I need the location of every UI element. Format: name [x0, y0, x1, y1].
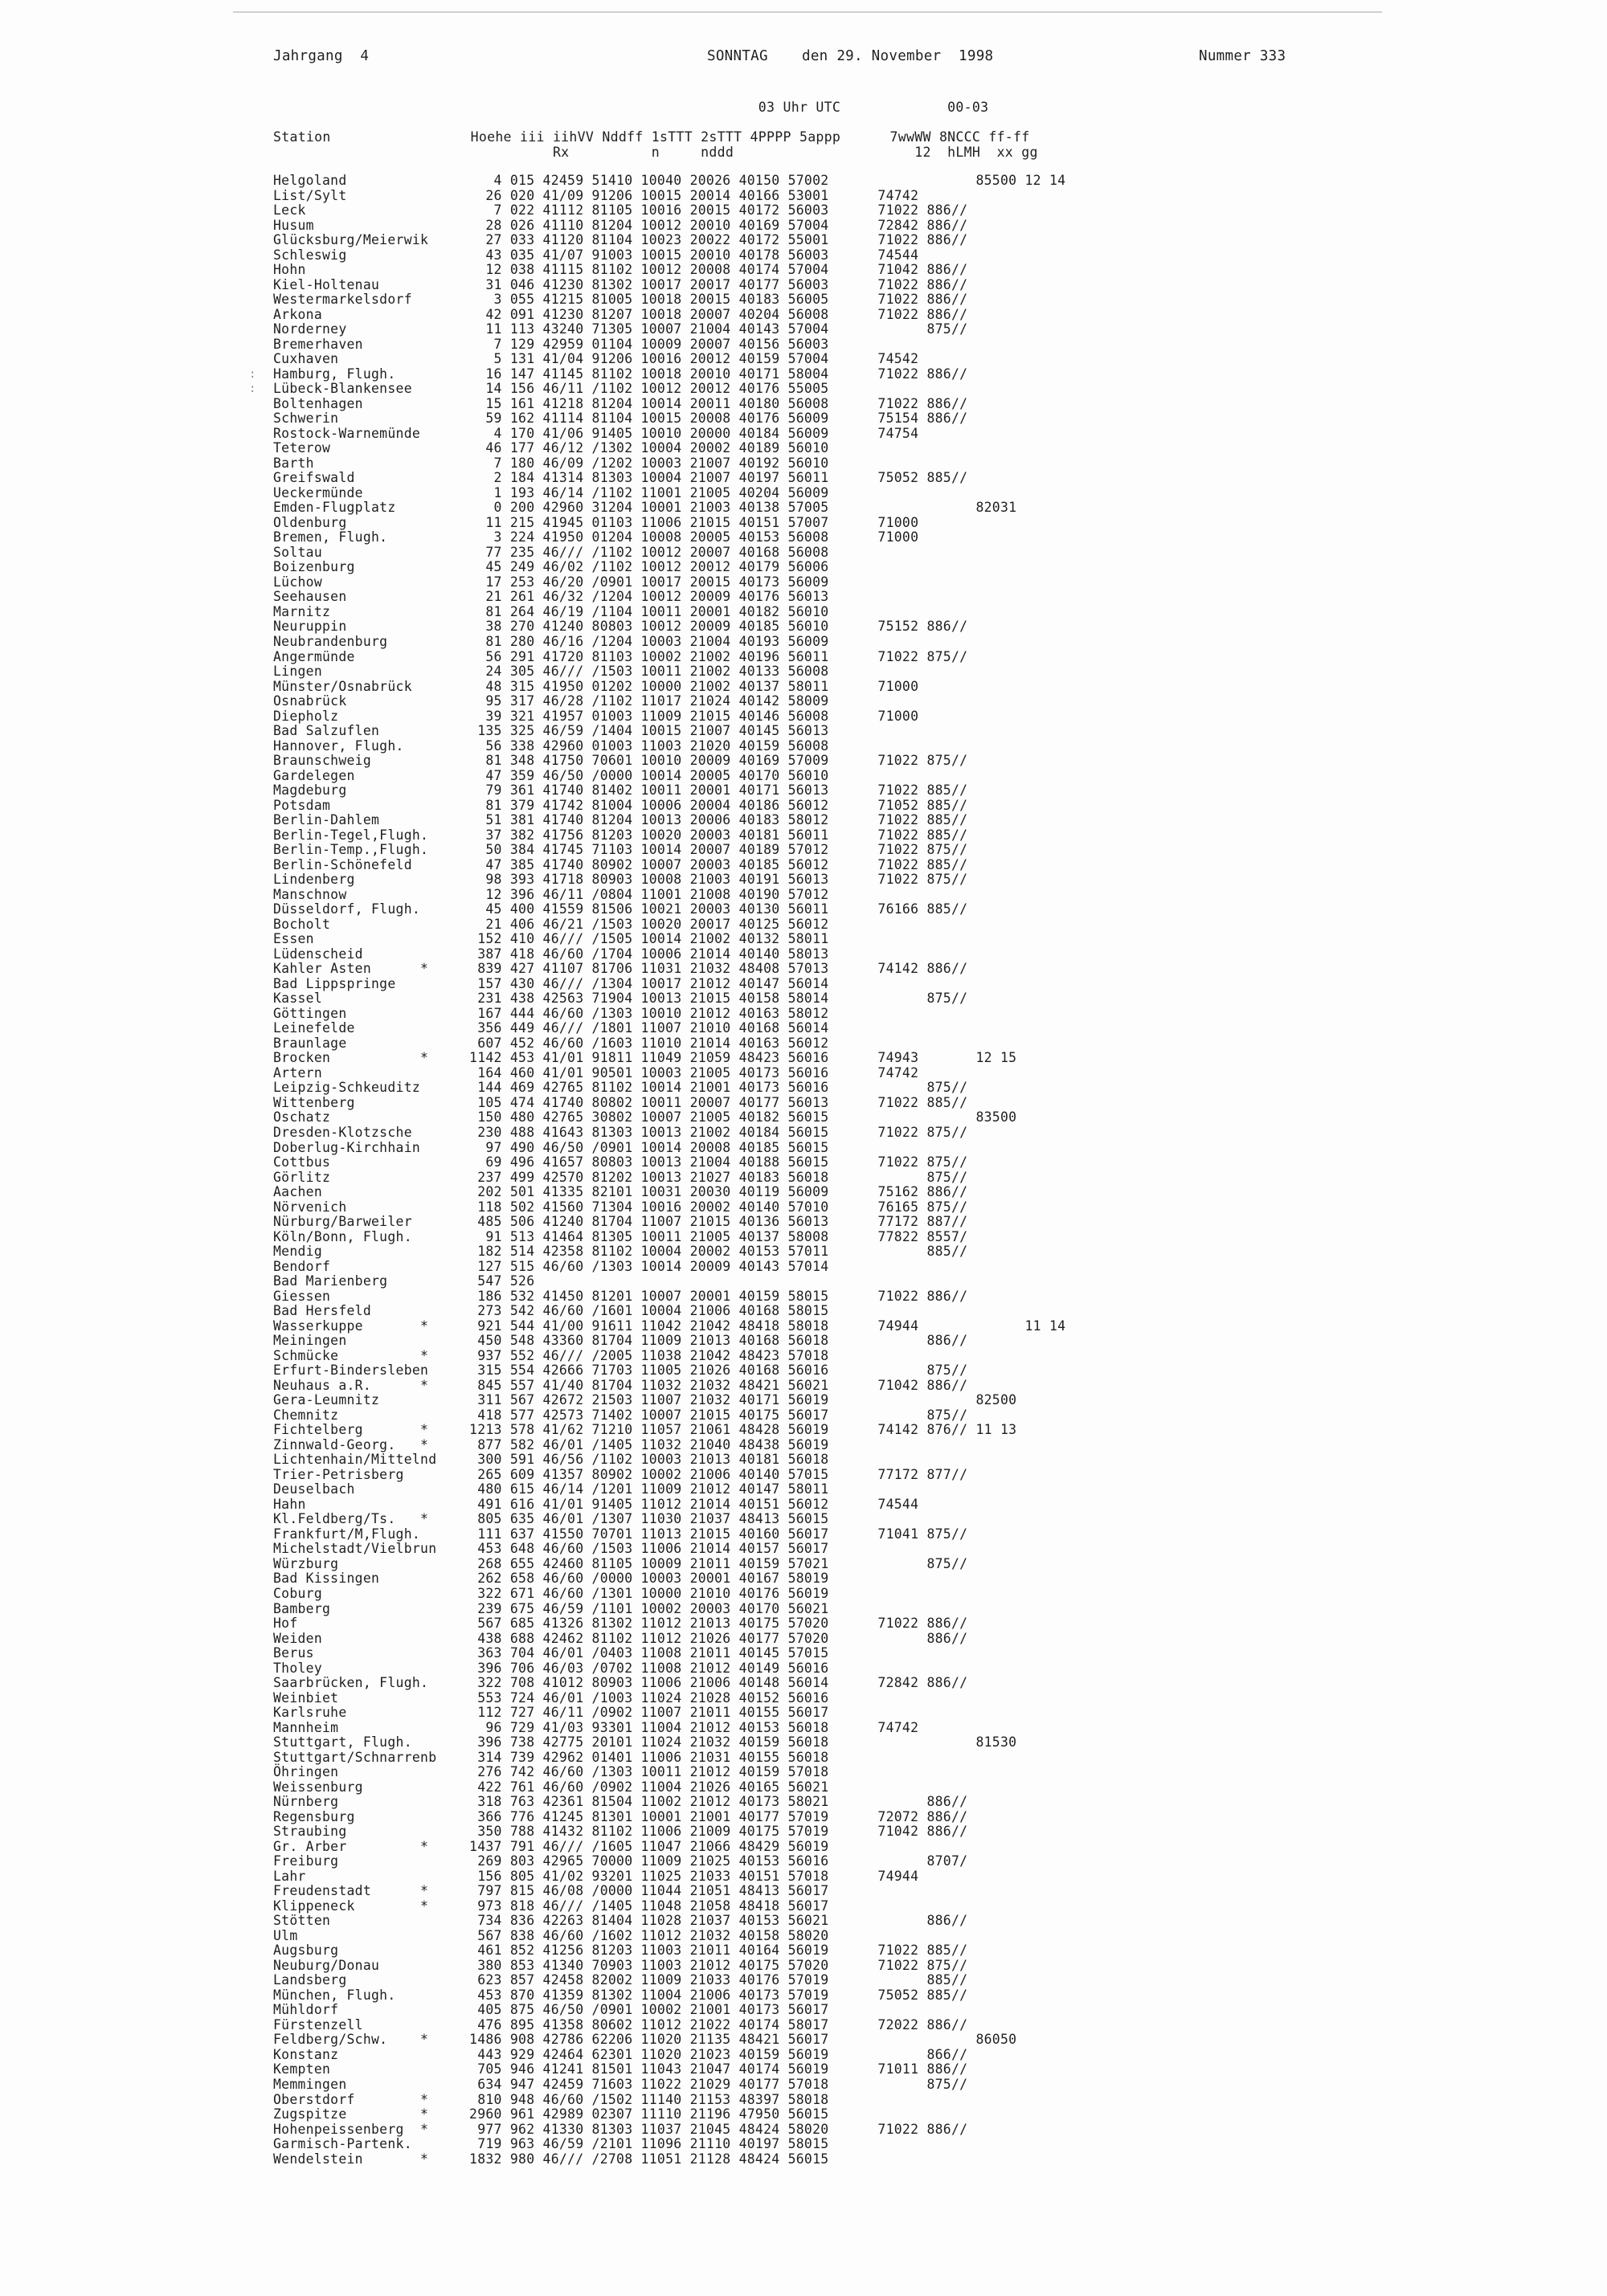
station-row: Diepholz 39 321 41957 01003 11009 21015 40146 56008 71000: [273, 708, 919, 724]
station-row: Schwerin 59 162 41114 81104 10015 20008 40176 56009 75154 886//: [273, 411, 968, 427]
station-row: Nörvenich 118 502 41560 71304 10016 20002 40140 57010 76165 875//: [273, 1199, 968, 1215]
station-row: Essen 152 410 46/// /1505 10014 21002 40132 58011: [273, 931, 829, 947]
station-row: Neuburg/Donau 380 853 41340 70903 11003 21012 40175 57020 71022 875//: [273, 1957, 968, 1973]
station-row: Hamburg, Flugh. 16 147 41145 81102 10018 20010 40171 58004 71022 886//: [273, 366, 968, 382]
station-row: Öhringen 276 742 46/60 /1303 10011 21012 40159 57018: [273, 1764, 829, 1780]
station-row: Berlin-Dahlem 51 381 41740 81204 10013 20006 40183 58012 71022 885//: [273, 812, 968, 828]
station-row: Zugspitze * 2960 961 42989 02307 11110 21196 47950 56015: [273, 2106, 829, 2122]
station-row: Stötten 734 836 42263 81404 11028 21037 40153 56021 886//: [273, 1913, 968, 1929]
station-row: Coburg 322 671 46/60 /1301 10000 21010 40176 56019: [273, 1585, 829, 1601]
station-row: Seehausen 21 261 46/32 /1204 10012 20009 40176 56013: [273, 589, 829, 605]
station-row: Augsburg 461 852 41256 81203 11003 21011 40164 56019 71022 885//: [273, 1943, 968, 1959]
station-row: Berus 363 704 46/01 /0403 11008 21011 40145 57015: [273, 1645, 829, 1661]
station-row: Lüdenscheid 387 418 46/60 /1704 10006 21014 40140 58013: [273, 946, 829, 962]
station-row: Bendorf 127 515 46/60 /1303 10014 20009 40143 57014: [273, 1258, 829, 1274]
station-row: Angermünde 56 291 41720 81103 10002 21002 40196 56011 71022 875//: [273, 648, 968, 664]
margin-mark: :: [249, 368, 256, 381]
station-row: Hof 567 685 41326 81302 11012 21013 40175 57020 71022 886//: [273, 1616, 968, 1632]
station-row: Kl.Feldberg/Ts. * 805 635 46/01 /1307 11030 21037 48413 56015: [273, 1511, 829, 1527]
column-headers: [273, 100, 1038, 160]
station-row: Weiden 438 688 42462 81102 11012 21026 40177 57020 886//: [273, 1630, 968, 1646]
station-row: Gera-Leumnitz 311 567 42672 21503 11007 21032 40171 56019 82500: [273, 1392, 1017, 1408]
station-row: Glücksburg/Meierwik 27 033 41120 81104 10023 20022 40172 55001 71022 886//: [273, 232, 968, 248]
station-row: Deuselbach 480 615 46/14 /1201 11009 21012 40147 58011: [273, 1481, 829, 1497]
station-row: Trier-Petrisberg 265 609 41357 80902 10002 21006 40140 57015 77172 877//: [273, 1466, 968, 1482]
station-row: Husum 28 026 41110 81204 10012 20010 40169 57004 72842 886//: [273, 217, 968, 233]
station-row: List/Sylt 26 020 41/09 91206 10015 20014 40166 53001 74742: [273, 187, 919, 203]
station-row: Saarbrücken, Flugh. 322 708 41012 80903 11006 21006 40148 56014 72842 886//: [273, 1675, 968, 1691]
station-row: Brocken * 1142 453 41/01 91811 11049 21059 48423 56016 74943 12 15: [273, 1050, 1017, 1066]
station-row: Mühldorf 405 875 46/50 /0901 10002 21001 40173 56017: [273, 2002, 829, 2018]
station-row: Münster/Osnabrück 48 315 41950 01202 10000 21002 40137 58011 71000: [273, 678, 919, 694]
station-row: Kempten 705 946 41241 81501 11043 21047 40174 56019 71011 886//: [273, 2061, 968, 2077]
station-row: Neubrandenburg 81 280 46/16 /1204 10003 21004 40193 56009: [273, 633, 829, 649]
station-row: Lahr 156 805 41/02 93201 11025 21033 40151 57018 74944: [273, 1868, 919, 1884]
station-row: Regensburg 366 776 41245 81301 10001 21001 40177 57019 72072 886//: [273, 1808, 968, 1824]
station-row: Köln/Bonn, Flugh. 91 513 41464 81305 10011 21005 40137 58008 77822 8557/: [273, 1228, 968, 1244]
station-row: Emden-Flugplatz 0 200 42960 31204 10001 21003 40138 57005 82031: [273, 500, 1017, 516]
station-row: Giessen 186 532 41450 81201 10007 20001 40159 58015 71022 886//: [273, 1288, 968, 1304]
station-row: Erfurt-Bindersleben 315 554 42666 71703 11005 21026 40168 56016 875//: [273, 1362, 968, 1379]
station-row: Schmücke * 937 552 46/// /2005 11038 21042 48423 57018: [273, 1347, 829, 1363]
volume-label: Jahrgang 4: [273, 48, 370, 64]
station-row: Freiburg 269 803 42965 70000 11009 21025 40153 56016 8707/: [273, 1853, 968, 1869]
issue-number: Nummer 333: [1199, 48, 1286, 64]
station-row: Soltau 77 235 46/// /1102 10012 20007 40168 56008: [273, 544, 829, 560]
station-row: Bad Marienberg 547 526: [273, 1273, 535, 1289]
station-row: Potsdam 81 379 41742 81004 10006 20004 40186 56012 71052 885//: [273, 797, 968, 813]
station-row: Bocholt 21 406 46/21 /1503 10020 20017 40125 56012: [273, 916, 829, 932]
margin-mark: :: [249, 382, 256, 395]
station-row: Mannheim 96 729 41/03 93301 11004 21012 40153 56018 74742: [273, 1719, 919, 1735]
station-row: Oberstdorf * 810 948 46/60 /1502 11140 21153 48397 58018: [273, 2091, 829, 2107]
station-row: Freudenstadt * 797 815 46/08 /0000 11044 21051 48413 56017: [273, 1883, 829, 1899]
station-row: Berlin-Temp.,Flugh. 50 384 41745 71103 10014 20007 40189 57012 71022 875//: [273, 842, 968, 858]
station-row: Barth 7 180 46/09 /1202 10003 21007 40192 56010: [273, 455, 829, 471]
station-row: Hohn 12 038 41115 81102 10012 20008 40174 57004 71042 886//: [273, 262, 968, 278]
station-row: Leinefelde 356 449 46/// /1801 11007 21010 40168 56014: [273, 1020, 829, 1036]
station-row: Bamberg 239 675 46/59 /1101 10002 20003 40170 56021: [273, 1600, 829, 1616]
station-row: Tholey 396 706 46/03 /0702 11008 21012 40149 56016: [273, 1660, 829, 1676]
station-row: Göttingen 167 444 46/60 /1303 10010 21012 40163 58012: [273, 1005, 829, 1021]
station-row: Stuttgart/Schnarrenb 314 739 42962 01401 11006 21031 40155 56018: [273, 1749, 829, 1765]
station-row: Hahn 491 616 41/01 91405 11012 21014 40151 56012 74544: [273, 1496, 919, 1512]
station-row: München, Flugh. 453 870 41359 81302 11004 21006 40173 57019 75052 885//: [273, 1987, 968, 2003]
station-row: Nürburg/Barweiler 485 506 41240 81704 11007 21015 40136 56013 77172 887//: [273, 1214, 968, 1230]
station-row: Boizenburg 45 249 46/02 /1102 10012 20012 40179 56006: [273, 559, 829, 575]
synop-table: [273, 174, 1065, 2167]
station-row: Osnabrück 95 317 46/28 /1102 11017 21024 40142 58009: [273, 693, 829, 709]
station-row: Oschatz 150 480 42765 30802 10007 21005 40182 56015 83500: [273, 1109, 1017, 1126]
station-row: Norderney 11 113 43240 71305 10007 21004 40143 57004 875//: [273, 321, 968, 337]
station-row: Kiel-Holtenau 31 046 41230 81302 10017 20017 40177 56003 71022 886//: [273, 276, 968, 292]
station-row: Meiningen 450 548 43360 81704 11009 21013 40168 56018 886//: [273, 1333, 968, 1349]
station-row: Oldenburg 11 215 41945 01103 11006 21015 40151 57007 71000: [273, 514, 919, 530]
station-row: Arkona 42 091 41230 81207 10018 20007 40204 56008 71022 886//: [273, 306, 968, 322]
weekday-label: SONNTAG: [707, 48, 768, 64]
station-row: Cottbus 69 496 41657 80803 10013 21004 40188 56015 71022 875//: [273, 1154, 968, 1170]
station-row: Weissenburg 422 761 46/60 /0902 11004 21026 40165 56021: [273, 1779, 829, 1795]
station-row: Görlitz 237 499 42570 81202 10013 21027 40183 56018 875//: [273, 1169, 968, 1185]
column-header-line: Station Hoehe iii iihVV Nddff 1sTTT 2sTTT 4PPPP 5appp 7wwWW 8NCCC ff-ff: [273, 129, 1030, 145]
station-row: Cuxhaven 5 131 41/04 91206 10016 20012 40159 57004 74542: [273, 351, 919, 367]
station-row: Helgoland 4 015 42459 51410 10040 20026 40150 57002 85500 12 14: [273, 173, 1066, 188]
station-row: Weinbiet 553 724 46/01 /1003 11024 21028 40152 56016: [273, 1689, 829, 1706]
station-row: Bremerhaven 7 129 42959 01104 10009 20007 40156 56003: [273, 336, 829, 352]
station-row: Klippeneck * 973 818 46/// /1405 11048 21058 48418 56017: [273, 1898, 829, 1914]
station-row: Chemnitz 418 577 42573 71402 10007 21015 40175 56017 875//: [273, 1407, 968, 1423]
station-row: Neuhaus a.R. * 845 557 41/40 81704 11032 21032 48421 56021 71042 886//: [273, 1377, 968, 1393]
station-row: Berlin-Tegel,Flugh. 37 382 41756 81203 10020 20003 40181 56011 71022 885//: [273, 827, 968, 843]
station-row: Lindenberg 98 393 41718 80903 10008 21003 40191 56013 71022 875//: [273, 872, 968, 888]
station-row: Schleswig 43 035 41/07 91003 10015 20010 40178 56003 74544: [273, 247, 919, 263]
station-row: Mendig 182 514 42358 81102 10004 20002 40153 57011 885//: [273, 1244, 968, 1260]
station-row: Boltenhagen 15 161 41218 81204 10014 20011 40180 56008 71022 886//: [273, 395, 968, 411]
station-row: Leck 7 022 41112 81105 10016 20015 40172 56003 71022 886//: [273, 202, 968, 219]
station-row: Gardelegen 47 359 46/50 /0000 10014 20005 40170 56010: [273, 767, 829, 783]
date-label: den 29. November 1998: [802, 48, 994, 64]
station-row: Kahler Asten * 839 427 41107 81706 11031 21032 48408 57013 74142 886//: [273, 961, 968, 977]
station-row: Stuttgart, Flugh. 396 738 42775 20101 11024 21032 40159 56018 81530: [273, 1734, 1017, 1751]
station-row: Hannover, Flugh. 56 338 42960 01003 11003 21020 40159 56008: [273, 737, 829, 754]
station-row: Bremen, Flugh. 3 224 41950 01204 10008 20005 40153 56008 71000: [273, 529, 919, 545]
station-row: Wittenberg 105 474 41740 80802 10011 20007 40177 56013 71022 885//: [273, 1094, 968, 1110]
station-row: Ulm 567 838 46/60 /1602 11012 21032 40158 58020: [273, 1927, 829, 1943]
station-row: Doberlug-Kirchhain 97 490 46/50 /0901 10014 20008 40185 56015: [273, 1139, 829, 1155]
column-header-line: 03 Uhr UTC 00-03: [273, 100, 989, 115]
column-header-line: Rx n nddd 12 hLMH xx gg: [273, 144, 1038, 160]
station-row: Fichtelberg * 1213 578 41/62 71210 11057 21061 48428 56019 74142 876// 11 13: [273, 1422, 1017, 1438]
top-rule: [233, 11, 1382, 13]
station-row: Karlsruhe 112 727 46/11 /0902 11007 21011 40155 56017: [273, 1705, 829, 1721]
station-row: Lingen 24 305 46/// /1503 10011 21002 40133 56008: [273, 664, 829, 680]
column-header-line: [273, 116, 1038, 131]
station-row: Lübeck-Blankensee 14 156 46/11 /1102 10012 20012 40176 55005: [273, 381, 829, 397]
station-row: Bad Salzuflen 135 325 46/59 /1404 10015 21007 40145 56013: [273, 723, 829, 739]
station-row: Braunlage 607 452 46/60 /1603 11010 21014 40163 56012: [273, 1035, 829, 1051]
station-row: Artern 164 460 41/01 90501 10003 21005 40173 56016 74742: [273, 1064, 919, 1081]
station-row: Bad Hersfeld 273 542 46/60 /1601 10004 21006 40168 58015: [273, 1303, 829, 1319]
station-row: Bad Lippspringe 157 430 46/// /1304 10017 21012 40147 56014: [273, 975, 829, 991]
station-row: Bad Kissingen 262 658 46/60 /0000 10003 20001 40167 58019: [273, 1571, 829, 1587]
station-row: Michelstadt/Vielbrun 453 648 46/60 /1503 11006 21014 40157 56017: [273, 1541, 829, 1557]
station-row: Greifswald 2 184 41314 81303 10004 21007 40197 56011 75052 885//: [273, 470, 968, 486]
station-row: Westermarkelsdorf 3 055 41215 81005 10018 20015 40183 56005 71022 886//: [273, 292, 968, 308]
station-row: Aachen 202 501 41335 82101 10031 20030 40119 56009 75162 886//: [273, 1184, 968, 1200]
station-row: Frankfurt/M,Flugh. 111 637 41550 70701 11013 21015 40160 56017 71041 875//: [273, 1526, 968, 1542]
station-row: Lüchow 17 253 46/20 /0901 10017 20015 40173 56009: [273, 574, 829, 590]
station-row: Straubing 350 788 41432 81102 11006 21009 40175 57019 71042 886//: [273, 1824, 968, 1840]
station-row: Marnitz 81 264 46/19 /1104 10011 20001 40182 56010: [273, 603, 829, 619]
station-row: Wendelstein * 1832 980 46/// /2708 11051 21128 48424 56015: [273, 2151, 829, 2167]
station-row: Wasserkuppe * 921 544 41/00 91611 11042 21042 48418 58018 74944 11 14: [273, 1318, 1066, 1334]
station-row: Landsberg 623 857 42458 82002 11009 21033 40176 57019 885//: [273, 1972, 968, 1988]
station-row: Manschnow 12 396 46/11 /0804 11001 21008 40190 57012: [273, 886, 829, 902]
station-row: Zinnwald-Georg. * 877 582 46/01 /1405 11032 21040 48438 56019: [273, 1436, 829, 1452]
station-row: Ueckermünde 1 193 46/14 /1102 11001 21005 40204 56009: [273, 484, 829, 500]
station-row: Memmingen 634 947 42459 71603 11022 21029 40177 57018 875//: [273, 2077, 968, 2092]
station-row: Dresden-Klotzsche 230 488 41643 81303 10013 21002 40184 56015 71022 875//: [273, 1125, 968, 1140]
station-row: Lichtenhain/Mittelnd 300 591 46/56 /1102 10003 21013 40181 56018: [273, 1452, 829, 1468]
station-row: Teterow 46 177 46/12 /1302 10004 20002 40189 56010: [273, 440, 829, 456]
station-row: Rostock-Warnemünde 4 170 41/06 91405 10010 20000 40184 56009 74754: [273, 425, 919, 441]
station-row: Konstanz 443 929 42464 62301 11020 21023 40159 56019 866//: [273, 2046, 968, 2062]
station-row: Fürstenzell 476 895 41358 80602 11012 21022 40174 58017 72022 886//: [273, 2016, 968, 2032]
station-row: Würzburg 268 655 42460 81105 10009 21011 40159 57021 875//: [273, 1555, 968, 1571]
station-row: Neuruppin 38 270 41240 80803 10012 20009 40185 56010 75152 886//: [273, 619, 968, 635]
station-row: Hohenpeissenberg * 977 962 41330 81303 11037 21045 48424 58020 71022 886//: [273, 2121, 968, 2137]
station-row: Garmisch-Partenk. 719 963 46/59 /2101 11096 21110 40197 58015: [273, 2136, 829, 2152]
station-row: Gr. Arber * 1437 791 46/// /1605 11047 21066 48429 56019: [273, 1838, 829, 1854]
station-row: Nürnberg 318 763 42361 81504 11002 21012 40173 58021 886//: [273, 1794, 968, 1810]
station-row: Braunschweig 81 348 41750 70601 10010 20009 40169 57009 71022 875//: [273, 753, 968, 769]
station-row: Kassel 231 438 42563 71904 10013 21015 40158 58014 875//: [273, 991, 968, 1007]
station-row: Leipzig-Schkeuditz 144 469 42765 81102 10014 21001 40173 56016 875//: [273, 1080, 968, 1096]
station-row: Feldberg/Schw. * 1486 908 42786 62206 11020 21135 48421 56017 86050: [273, 2032, 1017, 2048]
station-row: Magdeburg 79 361 41740 81402 10011 20001 40171 56013 71022 885//: [273, 782, 968, 799]
station-row: Düsseldorf, Flugh. 45 400 41559 81506 10021 20003 40130 56011 76166 885//: [273, 901, 968, 917]
station-row: Berlin-Schönefeld 47 385 41740 80902 10007 20003 40185 56012 71022 885//: [273, 856, 968, 872]
